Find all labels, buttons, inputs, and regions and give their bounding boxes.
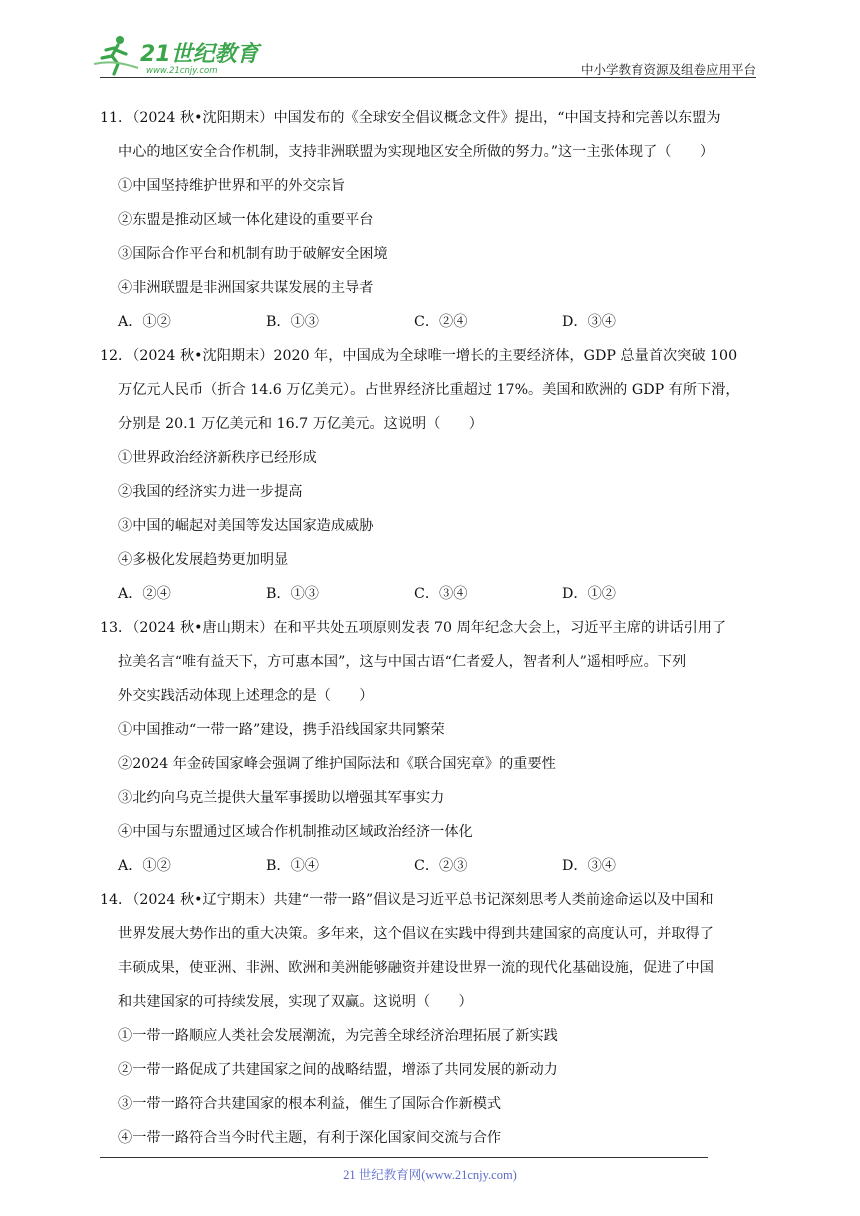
question-block [100,101,764,339]
choice-b[interactable]: B．①③ [266,586,319,602]
question-stem-line: 14．（2024 秋•辽宁期末）共建“一带一路”倡议是习近平总书记深刻思考人类前途命运以及中国和 [100,892,714,908]
question-block [100,339,764,611]
footer-divider [100,1157,708,1158]
header-platform-text: 中小学教育资源及组卷应用平台 [580,62,756,77]
question-stem-line: 13．（2024 秋•唐山期末）在和平共处五项原则发表 70 周年纪念大会上，习近平主席的讲话引用了 [100,620,727,636]
choice-a[interactable]: A．②④ [118,586,171,602]
choice-d[interactable]: D．③④ [562,858,616,874]
footer-site-link[interactable]: 21 世纪教育网(www.21cnjy.com) [343,1168,517,1182]
choice-d[interactable]: D．①② [562,586,616,602]
statement-option: ④中国与东盟通过区域合作机制推动区域政治经济一体化 [118,824,473,840]
statement-option: ②东盟是推动区域一体化建设的重要平台 [118,212,374,228]
question-stem-line: 中心的地区安全合作机制，支持非洲联盟为实现地区安全所做的努力。”这一主张体现了（ ） [118,144,715,160]
statement-option: ③一带一路符合共建国家的根本利益，催生了国际合作新模式 [118,1096,502,1112]
choice-c[interactable]: C．②③ [414,858,468,874]
answer-choices [100,305,764,339]
question-stem-line: 11．（2024 秋•沈阳期末）中国发布的《全球安全倡议概念文件》提出，“中国支持和完善以东盟为 [100,110,721,126]
runner-logo-icon [92,34,262,78]
statement-option: ④多极化发展趋势更加明显 [118,552,289,568]
statement-option: ③中国的崛起对美国等发达国家造成威胁 [118,518,374,534]
statement-option: ④非洲联盟是非洲国家共谋发展的主导者 [118,280,374,296]
svg-text:21世纪教育: 21世纪教育 [140,42,259,67]
question-stem-line: 分别是 20.1 万亿美元和 16.7 万亿美元。这说明（ ） [118,416,483,432]
question-stem-line: 12．（2024 秋•沈阳期末）2020 年，中国成为全球唯一增长的主要经济体，GDP 总量首次突破 100 [100,348,738,364]
statement-option: ③国际合作平台和机制有助于破解安全困境 [118,246,388,262]
question-block [100,611,764,883]
choice-a[interactable]: A．①② [118,858,171,874]
statement-option: ②一带一路促成了共建国家之间的战略结盟，增添了共同发展的新动力 [118,1062,558,1078]
question-stem-line: 丰硕成果，使亚洲、非洲、欧洲和美洲能够融资并建设世界一流的现代化基础设施，促进了中国 [118,960,714,976]
statement-option: ②我国的经济实力进一步提高 [118,484,303,500]
choice-b[interactable]: B．①④ [266,858,319,874]
choice-c[interactable]: C．③④ [414,586,468,602]
question-stem-line: 世界发展大势作出的重大决策。多年来，这个倡议在实践中得到共建国家的高度认可，并取得了 [118,926,714,942]
answer-choices [100,577,764,611]
question-stem-line: 拉美名言“唯有益天下，方可惠本国”，这与中国古语“仁者爱人，智者利人”遥相呼应。下列 [118,654,687,670]
statement-option: ①中国推动“一带一路”建设，携手沿线国家共同繁荣 [118,722,445,738]
site-logo[interactable] [92,34,262,78]
question-list [100,101,764,1155]
question-stem-line: 和共建国家的可持续发展，实现了双赢。这说明（ ） [118,994,473,1010]
page-header [0,0,860,80]
question-stem-line: 外交实践活动体现上述理念的是（ ） [118,688,374,704]
header-divider [100,77,756,78]
statement-option: ④一带一路符合当今时代主题，有利于深化国家间交流与合作 [118,1130,502,1146]
statement-option: ①一带一路顺应人类社会发展潮流，为完善全球经济治理拓展了新实践 [118,1028,558,1044]
choice-b[interactable]: B．①③ [266,314,319,330]
svg-text:www.21cnjy.com: www.21cnjy.com [146,66,218,76]
answer-choices [100,849,764,883]
question-stem-line: 万亿元人民币（折合 14.6 万亿美元）。占世界经济比重超过 17%。美国和欧洲的 GDP 有所下滑， [118,382,740,398]
statement-option: ①中国坚持维护世界和平的外交宗旨 [118,178,346,194]
choice-d[interactable]: D．③④ [562,314,616,330]
statement-option: ②2024 年金砖国家峰会强调了维护国际法和《联合国宪章》的重要性 [118,756,556,772]
statement-option: ①世界政治经济新秩序已经形成 [118,450,317,466]
question-block [100,883,764,1155]
choice-a[interactable]: A．①② [118,314,171,330]
statement-option: ③北约向乌克兰提供大量军事援助以增强其军事实力 [118,790,445,806]
choice-c[interactable]: C．②④ [414,314,468,330]
